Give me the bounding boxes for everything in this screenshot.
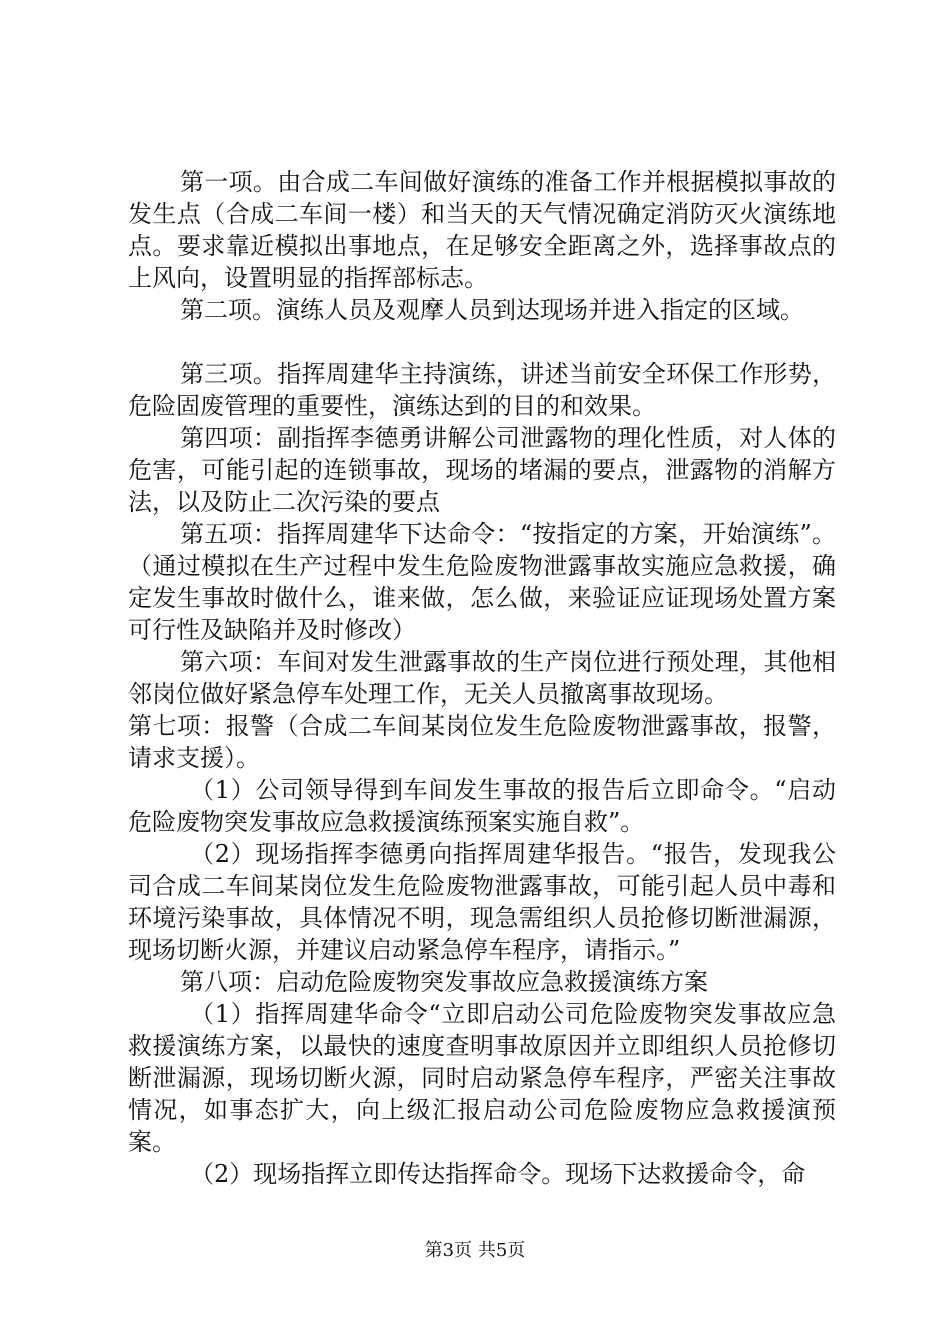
paragraph-gap [128,326,836,358]
paragraph-item-4: 第四项：副指挥李德勇讲解公司泄露物的理化性质，对人体的危害，可能引起的连锁事故，现场的堵漏的要点，泄露物的消解方法，以及防止二次污染的要点 [128,424,836,516]
paragraph-item-6: 第六项：车间对发生泄露事故的生产岗位进行预处理，其他相邻岗位做好紧急停车处理工作，无关人员撤离事故现场。 [128,648,836,708]
paragraph-item-11: （1）指挥周建华命令“立即启动公司危险废物突发事故应急救援演练方案，以最快的速度查明事故原因并立即组织人员抢修切断泄漏源，现场切断火源，同时启动紧急停车程序，严密关注事故情况，如事态扩大，向上级汇报启动公司危险废物应急救援演预案。 [128,1000,836,1156]
paragraph-item-2: 第二项。演练人员及观摩人员到达现场并进入指定的区域。 [180,296,804,324]
paragraph-item-12: （2）现场指挥立即传达指挥命令。现场下达救援命令，命 [190,1160,806,1188]
paragraph-item-9: （2）现场指挥李德勇向指挥周建华报告。“报告，发现我公司合成二车间某岗位发生危险废物泄露事故，可能引起人员中毒和环境污染事故，具体情况不明，现急需组织人员抢修切断泄漏源，现场切断火源，并建议启动紧急停车程序，请指示。” [128,840,836,964]
page-number-label: 第3页 共5页 [424,1240,526,1261]
paragraph-item-8: （1）公司领导得到车间发生事故的报告后立即命令。“启动危险废物突发事故应急救援演练预案实施自救”。 [128,776,836,836]
paragraph-item-5: 第五项：指挥周建华下达命令：“按指定的方案，开始演练”。（通过模拟在生产过程中发生危险废物泄露事故实施应急救援，确定发生事故时做什么，谁来做，怎么做，来验证应证现场处置方案可行性及缺陷并及时修改） [128,520,836,644]
paragraph-item-3: 第三项。指挥周建华主持演练，讲述当前安全环保工作形势，危险固废管理的重要性，演练达到的目的和效果。 [128,360,836,420]
page-footer [0,1240,950,1262]
paragraph-item-10: 第八项：启动危险废物突发事故应急救援演练方案 [180,968,708,996]
paragraph-item-1: 第一项。由合成二车间做好演练的准备工作并根据模拟事故的发生点（合成二车间一楼）和当天的天气情况确定消防灭火演练地点。要求靠近模拟出事地点，在足够安全距离之外，选择事故点的上风向，设置明显的指挥部标志。 [128,168,836,292]
paragraph-item-7: 第七项：报警（合成二车间某岗位发生危险废物泄露事故，报警，请求支援）。 [128,712,836,772]
document-body [128,166,836,1190]
